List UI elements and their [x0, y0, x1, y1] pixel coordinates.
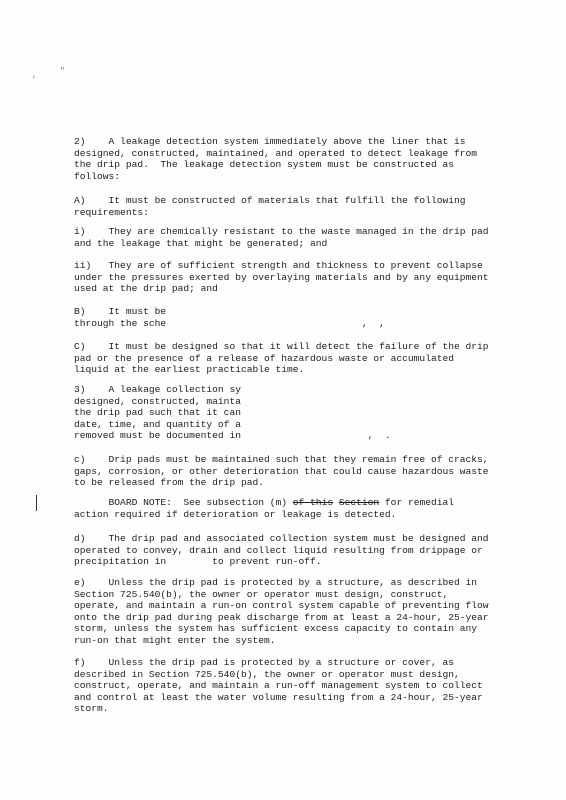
text-line: the drip pad. The leakage detection system must be constructed as [74, 159, 454, 171]
text-line: ii) They are of sufficient strength and thickness to prevent collapse [74, 260, 483, 271]
text-line: e) Unless the drip pad is protected by a structure, as described in [74, 577, 478, 588]
text-line: A) It must be constructed of materials that fulfill the following [74, 195, 466, 206]
note-tail: for remedial [379, 497, 455, 508]
text-line: 3) A leakage collection sy [74, 384, 241, 395]
text-line: d) The drip pad and associated collection system must be designed and [74, 533, 489, 544]
paragraph-i-chemical [74, 226, 524, 249]
paragraph-3-collection-partial [74, 384, 524, 442]
text-line: described in Section 725.540(b), the owner or operator must design, [74, 668, 460, 680]
note-lead: BOARD NOTE: See subsection (m) [74, 497, 293, 508]
text-line: run-on that might enter the system. [74, 634, 276, 646]
text-line: operated to convey, drain and collect liquid resulting from drippage or [74, 544, 483, 556]
revision-bar [36, 495, 37, 511]
paragraph-A-materials [74, 195, 524, 218]
text-line: action required if deterioration or leakage is detected. [74, 508, 397, 520]
text-line: designed, constructed, mainta [74, 395, 241, 407]
text-line: through the sche , , [74, 317, 385, 329]
margin-mark: " [60, 67, 65, 76]
text-line: used at the drip pad; and [74, 283, 218, 295]
paragraph-2-leakage-detection [74, 136, 524, 182]
text-line: under the pressures exerted by overlaying materials and by any equipment [74, 271, 489, 283]
paragraph-B-partial [74, 306, 524, 329]
text-line: gaps, corrosion, or other deterioration that could cause hazardous waste [74, 465, 489, 477]
paragraph-d-drainage [74, 533, 524, 568]
text-line: removed must be documented in , . [74, 430, 391, 442]
struck-text: Section [338, 497, 380, 508]
text-line: pad or the presence of a release of hazardous waste or accumulated [74, 352, 454, 364]
paragraph-f-run-off [74, 657, 524, 715]
text-line: and control at least the water volume resulting from a 24-hour, 25-year [74, 691, 483, 703]
text-line: B) It must be [74, 306, 167, 317]
paragraph-C-detection [74, 341, 524, 376]
text-line: the drip pad such that it can [74, 407, 241, 419]
margin-mark: , [32, 71, 37, 80]
paragraph-ii-strength [74, 260, 524, 295]
text-line: 2) A leakage detection system immediately above the liner that is [74, 136, 466, 147]
text-line: liquid at the earliest practicable time. [74, 364, 305, 376]
text-line: onto the drip pad during peak discharge from at least a 24-hour, 25-year [74, 611, 489, 623]
text-line: C) It must be designed so that it will detect the failure of the drip [74, 341, 489, 352]
text-line: and the leakage that might be generated; and [74, 237, 328, 249]
text-line: storm. [74, 703, 109, 715]
text-line: Section 725.540(b), the owner or operator must design, construct, [74, 588, 449, 600]
text-line: storm, unless the system has sufficient excess capacity to contain any [74, 623, 478, 635]
note-line [74, 497, 524, 509]
paragraph-e-run-on [74, 577, 524, 647]
text-line: requirements: [74, 206, 149, 218]
struck-text: of this [292, 497, 334, 508]
text-line: c) Drip pads must be maintained such that they remain free of cracks, [74, 454, 489, 465]
board-note [74, 497, 524, 520]
text-line: f) Unless the drip pad is protected by a structure or cover, as [74, 657, 454, 668]
text-line: date, time, and quantity of a [74, 418, 241, 430]
text-line: precipitation in to prevent run-off. [74, 556, 322, 568]
text-line: designed, constructed, maintained, and operated to detect leakage from [74, 147, 478, 159]
paragraph-c-maintenance [74, 454, 524, 489]
text-line: follows: [74, 170, 121, 182]
text-line: operate, and maintain a run-on control system capable of preventing flow [74, 600, 489, 612]
text-line: to be released from the drip pad. [74, 477, 264, 489]
text-line: i) They are chemically resistant to the waste managed in the drip pad [74, 226, 489, 237]
text-line: construct, operate, and maintain a run-off management system to collect [74, 680, 483, 692]
